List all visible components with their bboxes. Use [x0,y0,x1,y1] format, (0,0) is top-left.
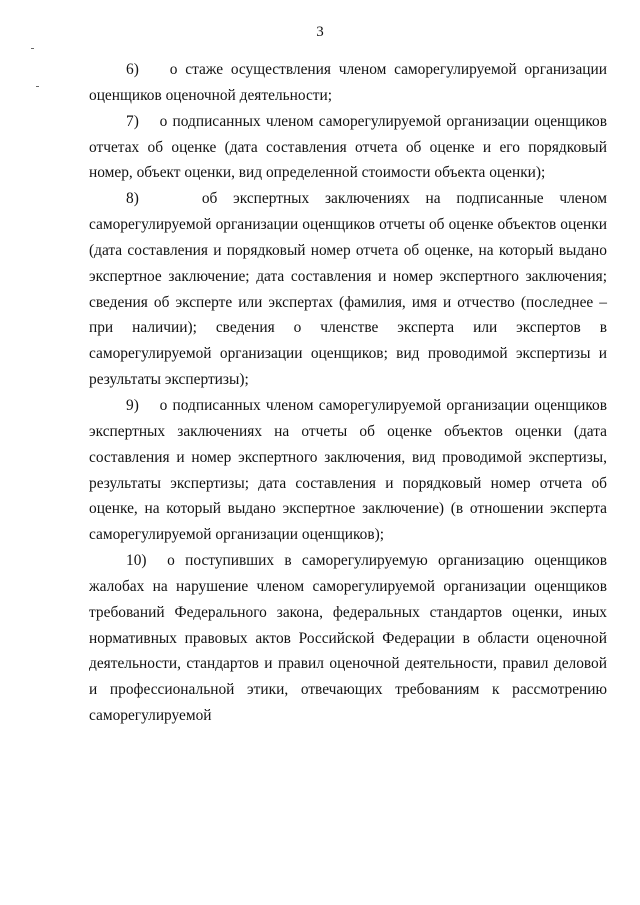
list-item-8 [89,186,607,393]
item-text: о подписанных членом саморегулируемой организации оценщиков отчетах об оценке (дата составления отчета об оценке и его порядковый номер, объект оценки, вид определенной стоимости объекта оценки); [89,112,608,182]
item-text: о поступивших в саморегулируемую организацию оценщиков жалобах на нарушение членом саморегулируемой организации оценщиков требований Федерального закона, федеральных стандартов оценки, иных нормативных правовых актов Российской Федерации в области оценочной деятельности, стандартов и правил оценочной деятельности, правил деловой и профессиональной этики, отвечающих требованиям к рассмотрению саморегулируемой [89,552,607,725]
list-item-6 [89,57,607,109]
item-number: 8) [126,190,139,208]
list-item-10 [89,548,607,729]
item-number: 10) [126,552,147,570]
item-text: о подписанных членом саморегулируемой организации оценщиков экспертных заключениях на отчеты об оценке объектов оценки (дата составления и номер экспертного заключения, вид проводимой экспертизы, результаты экспертизы; дата составления и порядковый номер отчета об оценке, на который выдано экспертное заключение) (в отношении эксперта саморегулируемой организации оценщиков); [89,396,608,544]
list-item-9 [89,393,607,548]
page-number: 3 [316,24,324,40]
item-number: 9) [126,396,139,414]
item-text: о стаже осуществления членом саморегулируемой организации оценщиков оценочной деятельности; [89,61,607,104]
scan-mark [31,48,34,49]
item-text: об экспертных заключениях на подписанные членом саморегулируемой организации оценщиков отчеты об оценке объектов оценки (дата составления и порядковый номер отчета об оценке, на который выдано экспертное заключение; дата составления и номер экспертного заключения; сведения об эксперте или экспертах (фамилия, имя и отчество (последнее – при наличии); сведения о членстве эксперта или экспертов в саморегулируемой организации оценщиков; вид проводимой экспертизы и результаты экспертизы); [89,190,608,389]
document-body [89,57,607,729]
item-number: 7) [126,112,139,130]
item-number: 6) [126,61,139,78]
scan-mark [36,86,39,87]
list-item-7 [89,109,607,187]
